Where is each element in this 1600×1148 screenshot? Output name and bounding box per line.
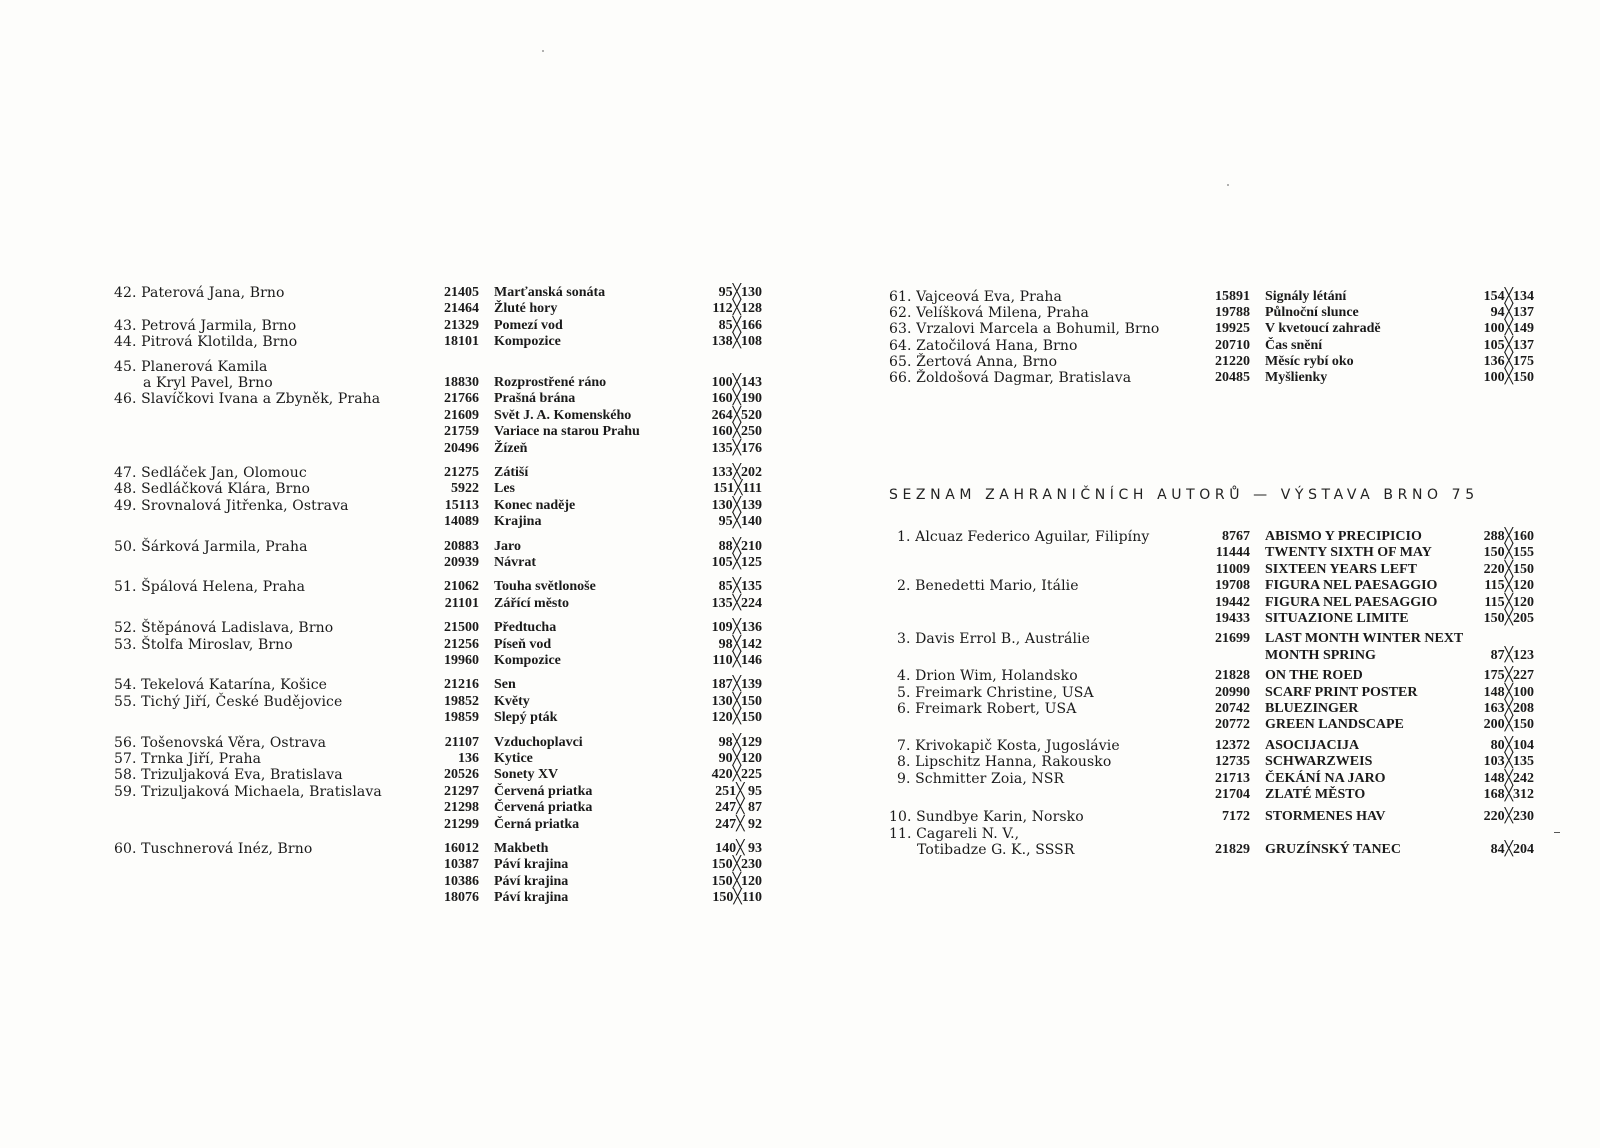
inventory-number: 8767	[1222, 529, 1250, 544]
author-name: 9. Schmitter Zoia, NSR	[897, 771, 1065, 787]
catalog-row	[0, 408, 1600, 424]
artwork-title: Páví krajina	[494, 890, 569, 905]
inventory-number: 21828	[1215, 668, 1250, 683]
artwork-title: Půlnoční slunce	[1265, 305, 1359, 320]
artwork-title: TWENTY SIXTH OF MAY	[1265, 545, 1432, 560]
artwork-title: Sonety XV	[494, 767, 559, 782]
catalog-row	[0, 424, 1600, 440]
artwork-dimensions: 200╳150	[1483, 717, 1534, 732]
artwork-title: Předtucha	[494, 620, 557, 635]
artwork-title: STORMENES HAV	[1265, 809, 1386, 824]
artwork-title: Pomezí vod	[494, 318, 563, 333]
catalog-row	[0, 717, 1600, 733]
artwork-title: GREEN LANDSCAPE	[1265, 717, 1404, 732]
inventory-number: 19433	[1215, 611, 1250, 626]
catalog-row	[0, 562, 1600, 578]
inventory-number: 15891	[1215, 289, 1250, 304]
artwork-dimensions: 150╳120	[711, 874, 762, 889]
artwork-title: Černá priatka	[494, 817, 580, 832]
catalog-row	[0, 685, 1600, 701]
artwork-title: ABISMO Y PRECIPICIO	[1265, 529, 1422, 544]
catalog-row	[0, 738, 1600, 754]
author-name: 58. Trizuljaková Eva, Bratislava	[114, 767, 343, 783]
artwork-dimensions: 105╳125	[711, 555, 762, 570]
catalog-row	[0, 370, 1600, 386]
artwork-title: Páví krajina	[494, 857, 569, 872]
catalog-row	[0, 338, 1600, 354]
author-name: 7. Krivokapič Kosta, Jugoslávie	[897, 738, 1120, 754]
inventory-number: 19960	[444, 653, 479, 668]
artwork-dimensions: 247╳ 92	[715, 817, 762, 832]
inventory-number: 21062	[444, 579, 479, 594]
artwork-title: Konec naděje	[494, 498, 576, 513]
artwork-title: Sen	[494, 677, 516, 692]
artwork-dimensions: 288╳160	[1483, 529, 1534, 544]
catalog-row	[0, 890, 1600, 906]
catalog-row	[0, 842, 1600, 858]
inventory-number: 19442	[1215, 595, 1250, 610]
inventory-number: 12735	[1215, 754, 1250, 769]
catalog-row	[0, 701, 1600, 717]
artwork-title: MONTH SPRING	[1265, 648, 1376, 663]
artwork-dimensions: 120╳150	[711, 710, 762, 725]
artwork-dimensions: 136╳175	[1483, 354, 1534, 369]
artwork-dimensions: 154╳134	[1483, 289, 1534, 304]
artwork-dimensions: 80╳104	[1490, 738, 1534, 753]
author-name: 47. Sedláček Jan, Olomouc	[114, 465, 307, 481]
artwork-title: SIXTEEN YEARS LEFT	[1265, 562, 1417, 577]
artwork-title: Kompozice	[494, 334, 561, 349]
artwork-title: Zátiší	[494, 465, 529, 480]
author-name: 46. Slavíčkovi Ivana a Zbyněk, Praha	[114, 391, 381, 407]
inventory-number: 21704	[1215, 787, 1250, 802]
catalog-row	[0, 305, 1600, 321]
artwork-dimensions: 100╳143	[711, 375, 762, 390]
author-name: 57. Trnka Jiří, Praha	[114, 751, 262, 767]
inventory-number: 21405	[444, 285, 479, 300]
artwork-dimensions: 115╳120	[1484, 595, 1534, 610]
catalog-row	[0, 668, 1600, 684]
inventory-number: 21713	[1215, 771, 1250, 786]
catalog-row	[0, 809, 1600, 825]
author-name: 45. Planerová Kamila	[114, 359, 268, 375]
inventory-number: 14089	[444, 514, 479, 529]
artwork-title: Svět J. A. Komenského	[494, 408, 632, 423]
author-name: 11. Cagareli N. V.,	[889, 826, 1020, 842]
inventory-number: 12372	[1215, 738, 1250, 753]
inventory-number: 19925	[1215, 321, 1250, 336]
inventory-number: 16012	[444, 841, 479, 856]
catalog-row	[0, 857, 1600, 873]
inventory-number: 21699	[1215, 631, 1250, 646]
artwork-title: ON THE ROED	[1265, 668, 1363, 683]
artwork-title: ČEKÁNÍ NA JARO	[1265, 771, 1386, 786]
artwork-title: Myšlienky	[1265, 370, 1328, 385]
artwork-title: Červená priatka	[494, 784, 593, 799]
catalog-row	[0, 354, 1600, 370]
artwork-dimensions: 135╳224	[711, 596, 762, 611]
artwork-title: Les	[494, 481, 515, 496]
author-name: 48. Sedláčková Klára, Brno	[114, 481, 311, 497]
artwork-title: Červená priatka	[494, 800, 593, 815]
inventory-number: 21256	[444, 637, 479, 652]
author-name: Totibadze G. K., SSSR	[917, 842, 1075, 858]
artwork-title: Vzduchoplavci	[494, 735, 583, 750]
artwork-title: Zářící město	[494, 596, 570, 611]
author-name: 4. Drion Wim, Holandsko	[897, 668, 1078, 684]
artwork-title: V kvetoucí zahradě	[1265, 321, 1381, 336]
artwork-dimensions: 103╳135	[1483, 754, 1534, 769]
artwork-title: Jaro	[494, 539, 521, 554]
catalog-row	[0, 648, 1600, 664]
artwork-dimensions: 150╳110	[712, 890, 762, 905]
artwork-dimensions: 133╳202	[711, 465, 762, 480]
catalog-row	[0, 545, 1600, 561]
inventory-number: 20883	[444, 539, 479, 554]
inventory-number: 18830	[444, 375, 479, 390]
artwork-title: Marťanská sonáta	[494, 285, 606, 300]
artwork-dimensions: 94╳137	[1490, 305, 1534, 320]
artwork-title: Měsíc rybí oko	[1265, 354, 1354, 369]
catalog-row	[0, 771, 1600, 787]
artwork-title: GRUZÍNSKÝ TANEC	[1265, 842, 1402, 857]
section-heading: SEZNAM ZAHRANIČNÍCH AUTORŮ — VÝSTAVA BRNO 75	[889, 487, 1479, 503]
artwork-dimensions: 220╳150	[1483, 562, 1534, 577]
artwork-title: Kompozice	[494, 653, 561, 668]
artwork-title: Páví krajina	[494, 874, 569, 889]
artwork-title: Prašná brána	[494, 391, 576, 406]
artwork-title: Žízeň	[494, 441, 528, 456]
inventory-number: 21766	[444, 391, 479, 406]
artwork-dimensions: 98╳129	[718, 735, 762, 750]
artwork-dimensions: 148╳100	[1483, 685, 1534, 700]
catalog-row	[0, 391, 1600, 407]
inventory-number: 21101	[444, 596, 479, 611]
inventory-number: 19708	[1215, 578, 1250, 593]
artwork-title: Variace na starou Prahu	[494, 424, 640, 439]
artwork-title: Krajina	[494, 514, 542, 529]
inventory-number: 19859	[444, 710, 479, 725]
author-name: 10. Sundbye Karin, Norsko	[889, 809, 1084, 825]
artwork-dimensions: 160╳190	[711, 391, 762, 406]
inventory-number: 20742	[1215, 701, 1250, 716]
artwork-title: Květy	[494, 694, 530, 709]
author-name: 54. Tekelová Katarína, Košice	[114, 677, 328, 693]
artwork-dimensions: 148╳242	[1483, 771, 1534, 786]
artwork-dimensions: 90╳120	[718, 751, 762, 766]
artwork-title: Signály létání	[1265, 289, 1347, 304]
author-name: 64. Zatočilová Hana, Brno	[889, 338, 1078, 354]
artwork-title: Kytice	[494, 751, 533, 766]
inventory-number: 18101	[444, 334, 479, 349]
artwork-dimensions: 175╳227	[1483, 668, 1534, 683]
author-name: 51. Špálová Helena, Praha	[114, 579, 306, 595]
artwork-dimensions: 140╳ 93	[715, 841, 762, 856]
artwork-dimensions: 151╳111	[713, 481, 762, 496]
artwork-title: FIGURA NEL PAESAGGIO	[1265, 578, 1438, 593]
author-name: 1. Alcuaz Federico Aguilar, Filipíny	[897, 529, 1150, 545]
inventory-number: 10387	[444, 857, 479, 872]
inventory-number: 21329	[444, 318, 479, 333]
artwork-dimensions: 247╳ 87	[715, 800, 762, 815]
catalog-row	[0, 631, 1600, 647]
artwork-dimensions: 168╳312	[1483, 787, 1534, 802]
artwork-dimensions: 87╳123	[1490, 648, 1534, 663]
inventory-number: 21829	[1215, 842, 1250, 857]
inventory-number: 20485	[1215, 370, 1250, 385]
author-name: 42. Paterová Jana, Brno	[114, 285, 285, 301]
artwork-dimensions: 264╳520	[711, 408, 762, 423]
artwork-dimensions: 251╳ 95	[715, 784, 762, 799]
artwork-title: Návrat	[494, 555, 536, 570]
artwork-title: Makbeth	[494, 841, 549, 856]
artwork-dimensions: 100╳149	[1483, 321, 1534, 336]
inventory-number: 15113	[444, 498, 479, 513]
artwork-dimensions: 420╳225	[711, 767, 762, 782]
author-name: 6. Freimark Robert, USA	[897, 701, 1077, 717]
artwork-dimensions: 85╳166	[718, 318, 762, 333]
artwork-dimensions: 105╳137	[1483, 338, 1534, 353]
author-name: 49. Srovnalová Jitřenka, Ostrava	[114, 498, 349, 514]
author-name: 63. Vrzalovi Marcela a Bohumil, Brno	[889, 321, 1160, 337]
artwork-title: LAST MONTH WINTER NEXT	[1265, 631, 1464, 646]
inventory-number: 21297	[444, 784, 479, 799]
artwork-dimensions: 95╳130	[718, 285, 762, 300]
inventory-number: 5922	[451, 481, 479, 496]
paper-speck	[1227, 184, 1229, 186]
artwork-dimensions: 150╳155	[1483, 545, 1534, 560]
author-name: 3. Davis Errol B., Austrálie	[897, 631, 1091, 647]
artwork-title: Žluté hory	[494, 301, 558, 316]
inventory-number: 18076	[444, 890, 479, 905]
inventory-number: 21759	[444, 424, 479, 439]
author-name: 50. Šárková Jarmila, Praha	[114, 539, 308, 555]
inventory-number: 10386	[444, 874, 479, 889]
artwork-title: Píseň vod	[494, 637, 552, 652]
inventory-number: 21464	[444, 301, 479, 316]
artwork-dimensions: 88╳210	[718, 539, 762, 554]
artwork-title: FIGURA NEL PAESAGGIO	[1265, 595, 1438, 610]
author-name: 2. Benedetti Mario, Itálie	[897, 578, 1079, 594]
author-name: 43. Petrová Jarmila, Brno	[114, 318, 297, 334]
artwork-title: SITUAZIONE LIMITE	[1265, 611, 1409, 626]
artwork-dimensions: 138╳108	[711, 334, 762, 349]
author-name: 55. Tichý Jiří, České Budějovice	[114, 694, 343, 710]
inventory-number: 21107	[444, 735, 479, 750]
inventory-number: 20710	[1215, 338, 1250, 353]
catalog-row	[0, 874, 1600, 890]
inventory-number: 11009	[1215, 562, 1250, 577]
author-name: 65. Žertová Anna, Brno	[889, 354, 1058, 370]
author-name: 44. Pitrová Klotilda, Brno	[114, 334, 298, 350]
catalog-row	[0, 787, 1600, 803]
artwork-title: Slepý pták	[494, 710, 558, 725]
artwork-title: Rozprostřené ráno	[494, 375, 607, 390]
artwork-title: BLUEZINGER	[1265, 701, 1359, 716]
author-name: 5. Freimark Christine, USA	[897, 685, 1094, 701]
artwork-title: ZLATÉ MĚSTO	[1265, 787, 1366, 802]
catalog-row	[0, 529, 1600, 545]
artwork-dimensions: 115╳120	[1484, 578, 1534, 593]
inventory-number: 136	[458, 751, 479, 766]
artwork-dimensions: 160╳250	[711, 424, 762, 439]
artwork-dimensions: 187╳139	[711, 677, 762, 692]
catalog-row	[0, 754, 1600, 770]
inventory-number: 21299	[444, 817, 479, 832]
inventory-number: 21220	[1215, 354, 1250, 369]
author-name: 8. Lipschitz Hanna, Rakousko	[897, 754, 1112, 770]
author-name: 56. Tošenovská Věra, Ostrava	[114, 735, 327, 751]
catalog-row	[0, 321, 1600, 337]
catalog-row	[0, 441, 1600, 457]
artwork-dimensions: 150╳205	[1483, 611, 1534, 626]
inventory-number: 20772	[1215, 717, 1250, 732]
catalog-row	[0, 514, 1600, 530]
artwork-title: Touha světlonoše	[494, 579, 596, 594]
artwork-dimensions: 109╳136	[711, 620, 762, 635]
artwork-dimensions: 112╳128	[712, 301, 762, 316]
catalog-row	[0, 465, 1600, 481]
artwork-dimensions: 130╳150	[711, 694, 762, 709]
artwork-dimensions: 220╳230	[1483, 809, 1534, 824]
inventory-number: 21609	[444, 408, 479, 423]
inventory-number: 20496	[444, 441, 479, 456]
author-name: a Kryl Pavel, Brno	[143, 375, 273, 391]
artwork-dimensions: 135╳176	[711, 441, 762, 456]
inventory-number: 19852	[444, 694, 479, 709]
artwork-dimensions: 110╳146	[712, 653, 762, 668]
author-name: 60. Tuschnerová Inéz, Brno	[114, 841, 313, 857]
artwork-title: SCHWARZWEIS	[1265, 754, 1373, 769]
author-name: 59. Trizuljaková Michaela, Bratislava	[114, 784, 382, 800]
artwork-title: SCARF PRINT POSTER	[1265, 685, 1418, 700]
artwork-title: ASOCIJACIJA	[1265, 738, 1360, 753]
artwork-dimensions: 85╳135	[718, 579, 762, 594]
catalog-row	[0, 578, 1600, 594]
artwork-dimensions: 84╳204	[1490, 842, 1534, 857]
catalog-row	[0, 289, 1600, 305]
inventory-number: 7172	[1222, 809, 1250, 824]
inventory-number: 21275	[444, 465, 479, 480]
artwork-dimensions: 98╳142	[718, 637, 762, 652]
author-name: 61. Vajceová Eva, Praha	[889, 289, 1062, 305]
author-name: 62. Velíšková Milena, Praha	[889, 305, 1089, 321]
artwork-dimensions: 100╳150	[1483, 370, 1534, 385]
inventory-number: 19788	[1215, 305, 1250, 320]
artwork-dimensions: 95╳140	[718, 514, 762, 529]
artwork-dimensions: 150╳230	[711, 857, 762, 872]
inventory-number: 11444	[1215, 545, 1250, 560]
page-mark	[1554, 832, 1560, 833]
inventory-number: 21216	[444, 677, 479, 692]
inventory-number: 21298	[444, 800, 479, 815]
inventory-number: 21500	[444, 620, 479, 635]
inventory-number: 20526	[444, 767, 479, 782]
catalog-row	[0, 826, 1600, 842]
inventory-number: 20939	[444, 555, 479, 570]
author-name: 52. Štěpánová Ladislava, Brno	[114, 620, 334, 636]
artwork-dimensions: 163╳208	[1483, 701, 1534, 716]
author-name: 53. Štolfa Miroslav, Brno	[114, 637, 293, 653]
paper-speck	[542, 50, 544, 52]
author-name: 66. Žoldošová Dagmar, Bratislava	[889, 370, 1132, 386]
artwork-dimensions: 130╳139	[711, 498, 762, 513]
artwork-title: Čas snění	[1265, 338, 1323, 353]
catalog-row	[0, 595, 1600, 611]
catalog-row	[0, 611, 1600, 627]
inventory-number: 20990	[1215, 685, 1250, 700]
